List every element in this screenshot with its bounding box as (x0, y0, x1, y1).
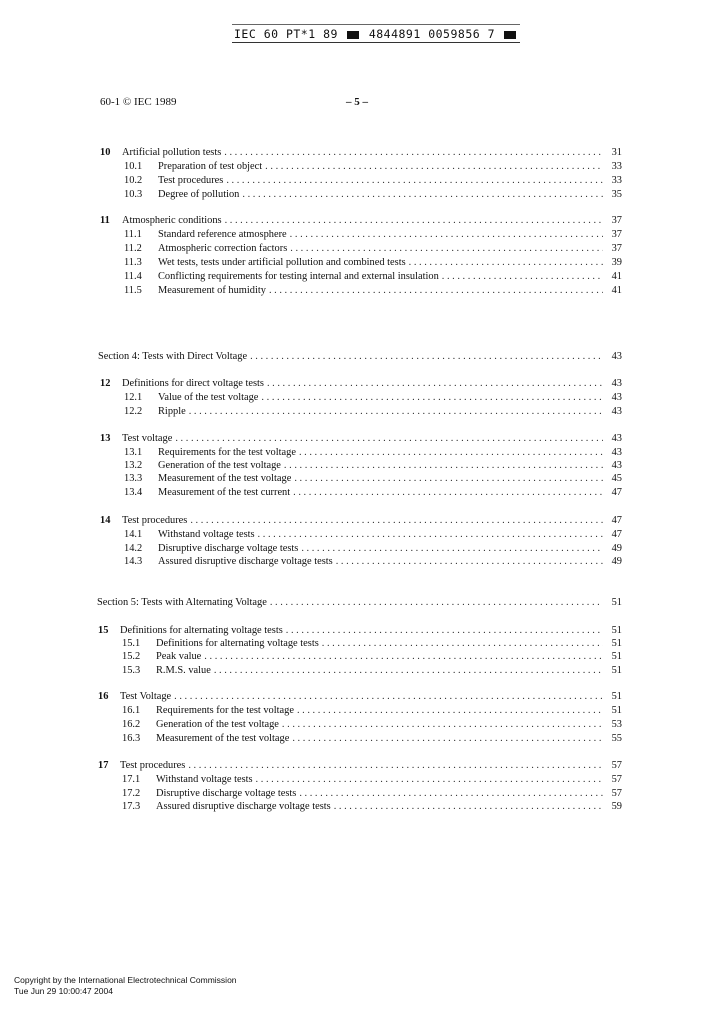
toc-page: 43 (611, 378, 622, 389)
toc-entry[interactable] (124, 486, 622, 499)
leader-dots (294, 472, 603, 485)
toc-title: Generation of the test voltage (156, 719, 279, 730)
toc-number: 13.2 (124, 460, 143, 471)
leader-dots (269, 284, 603, 297)
toc-number: 10.3 (124, 189, 143, 200)
toc-title: Definitions for direct voltage tests (122, 378, 264, 389)
toc-number: 13.4 (124, 487, 143, 498)
leader-dots (292, 732, 603, 745)
toc-entry[interactable] (122, 664, 622, 677)
document-code-number: 4844891 0059856 7 (368, 27, 496, 41)
toc-page: 51 (611, 638, 622, 649)
toc-page: 37 (611, 243, 622, 254)
toc-page: 51 (611, 651, 622, 662)
copyright-footer (14, 975, 237, 997)
toc-entry[interactable] (100, 214, 622, 227)
leader-dots (282, 718, 603, 731)
leader-dots (224, 146, 603, 159)
toc-page: 33 (611, 175, 622, 186)
toc-number: 11.4 (124, 271, 142, 282)
leader-dots (334, 800, 603, 813)
toc-entry[interactable] (124, 528, 622, 541)
toc-page: 33 (611, 161, 622, 172)
toc-page: 35 (611, 189, 622, 200)
toc-page: 51 (611, 665, 622, 676)
toc-title: Definitions for alternating voltage tests (120, 625, 283, 636)
leader-dots (442, 270, 603, 283)
toc-page: 43 (611, 392, 622, 403)
toc-title: Preparation of test object (158, 161, 263, 172)
toc-number: 12.2 (124, 406, 143, 417)
barcode-block-icon (504, 31, 516, 39)
toc-page: 51 (611, 625, 622, 636)
toc-number: 14.1 (124, 529, 143, 540)
leader-dots (336, 555, 603, 568)
toc-number: 10 (100, 147, 111, 158)
leader-dots (265, 160, 603, 173)
leader-dots (293, 486, 603, 499)
toc-number: 11.2 (124, 243, 142, 254)
toc-entry[interactable] (124, 446, 622, 459)
toc-page: 31 (611, 147, 622, 158)
leader-dots (297, 704, 603, 717)
toc-section-entry[interactable] (98, 350, 622, 363)
toc-number: 16.3 (122, 733, 141, 744)
toc-number: 17.2 (122, 788, 141, 799)
toc-entry[interactable] (124, 270, 622, 283)
toc-entry[interactable] (124, 256, 622, 269)
leader-dots (225, 214, 603, 227)
leader-dots (301, 542, 603, 555)
toc-page: 39 (611, 257, 622, 268)
toc-title: Wet tests, tests under artificial pollution and combined tests (158, 257, 406, 268)
leader-dots (188, 759, 603, 772)
toc-page: 53 (611, 719, 622, 730)
leader-dots (258, 528, 603, 541)
toc-title: Generation of the test voltage (158, 460, 281, 471)
toc-entry[interactable] (100, 514, 622, 527)
toc-number: 15.2 (122, 651, 141, 662)
toc-entry[interactable] (98, 759, 622, 772)
toc-number: 16.1 (122, 705, 141, 716)
document-code-header (232, 24, 520, 43)
toc-page: 43 (611, 351, 622, 362)
toc-title: Measurement of the test voltage (158, 473, 292, 484)
leader-dots (214, 664, 603, 677)
toc-page: 41 (611, 271, 622, 282)
toc-title: Withstand voltage tests (156, 774, 253, 785)
leader-dots (299, 446, 603, 459)
barcode-block-icon (347, 31, 359, 39)
toc-number: 17 (98, 760, 109, 771)
toc-title: Test procedures (122, 515, 188, 526)
toc-page: 49 (611, 543, 622, 554)
leader-dots (190, 514, 603, 527)
toc-title: Assured disruptive discharge voltage tests (158, 556, 333, 567)
toc-entry[interactable] (100, 432, 622, 445)
toc-page: 47 (611, 529, 622, 540)
toc-page: 41 (611, 285, 622, 296)
toc-number: 13.1 (124, 447, 143, 458)
leader-dots (290, 228, 603, 241)
toc-title: Disruptive discharge voltage tests (156, 788, 297, 799)
toc-entry[interactable] (98, 690, 622, 703)
toc-number: 17.3 (122, 801, 141, 812)
toc-section-entry[interactable] (97, 596, 622, 609)
toc-page: 43 (611, 406, 622, 417)
toc-number: 14.3 (124, 556, 143, 567)
toc-page: 59 (611, 801, 622, 812)
toc-entry[interactable] (122, 650, 622, 663)
toc-title: Section 5: Tests with Alternating Voltage (97, 597, 267, 608)
toc-number: 10.2 (124, 175, 143, 186)
leader-dots (174, 690, 603, 703)
toc-title: Standard reference atmosphere (158, 229, 287, 240)
toc-title: Definitions for alternating voltage tests (156, 638, 319, 649)
toc-page: 37 (611, 229, 622, 240)
toc-title: Disruptive discharge voltage tests (158, 543, 299, 554)
toc-title: Requirements for the test voltage (156, 705, 294, 716)
toc-entry[interactable] (124, 284, 622, 297)
toc-title: R.M.S. value (156, 665, 211, 676)
leader-dots (242, 188, 603, 201)
toc-page: 55 (611, 733, 622, 744)
toc-page: 51 (611, 597, 622, 608)
toc-page: 57 (611, 774, 622, 785)
toc-title: Test Voltage (120, 691, 172, 702)
toc-title: Atmospheric correction factors (158, 243, 288, 254)
leader-dots (250, 350, 603, 363)
toc-entry[interactable] (124, 160, 622, 173)
toc-number: 15.1 (122, 638, 141, 649)
toc-page: 51 (611, 705, 622, 716)
toc-entry[interactable] (124, 459, 622, 472)
toc-title: Degree of pollution (158, 189, 240, 200)
copyright-line: Copyright by the International Electrotechnical Commission (14, 975, 237, 985)
toc-number: 17.1 (122, 774, 141, 785)
toc-page: 43 (611, 447, 622, 458)
toc-title: Withstand voltage tests (158, 529, 255, 540)
toc-number: 16 (98, 691, 109, 702)
leader-dots (256, 773, 603, 786)
toc-page: 57 (611, 788, 622, 799)
toc-title: Section 4: Tests with Direct Voltage (98, 351, 248, 362)
toc-title: Ripple (158, 406, 186, 417)
standard-reference: 60-1 © IEC 1989 (100, 96, 177, 108)
leader-dots (261, 391, 603, 404)
page-number: – 5 – (346, 96, 368, 108)
toc-number: 15.3 (122, 665, 141, 676)
toc-entry[interactable] (122, 718, 622, 731)
toc-page: 37 (611, 215, 622, 226)
toc-entry[interactable] (124, 555, 622, 568)
toc-title: Peak value (156, 651, 202, 662)
toc-entry[interactable] (124, 242, 622, 255)
leader-dots (409, 256, 603, 269)
toc-number: 16.2 (122, 719, 141, 730)
leader-dots (284, 459, 603, 472)
toc-entry[interactable] (98, 624, 622, 637)
leader-dots (290, 242, 603, 255)
toc-number: 12.1 (124, 392, 143, 403)
leader-dots (286, 624, 603, 637)
toc-page: 49 (611, 556, 622, 567)
toc-page: 47 (611, 487, 622, 498)
toc-entry[interactable] (100, 377, 622, 390)
leader-dots (322, 637, 603, 650)
toc-number: 14.2 (124, 543, 143, 554)
toc-page: 43 (611, 433, 622, 444)
toc-page: 43 (611, 460, 622, 471)
toc-entry[interactable] (122, 787, 622, 800)
toc-title: Conflicting requirements for testing internal and external insulation (158, 271, 439, 282)
leader-dots (189, 405, 603, 418)
toc-entry[interactable] (124, 405, 622, 418)
leader-dots (204, 650, 603, 663)
toc-entry[interactable] (122, 732, 622, 745)
toc-number: 13 (100, 433, 111, 444)
toc-entry[interactable] (124, 174, 622, 187)
toc-number: 11.3 (124, 257, 142, 268)
toc-page: 45 (611, 473, 622, 484)
toc-number: 15 (98, 625, 109, 636)
toc-entry[interactable] (124, 188, 622, 201)
toc-number: 13.3 (124, 473, 143, 484)
toc-title: Atmospheric conditions (122, 215, 222, 226)
leader-dots (299, 787, 603, 800)
toc-number: 12 (100, 378, 111, 389)
toc-title: Test procedures (120, 760, 186, 771)
toc-title: Assured disruptive discharge voltage tests (156, 801, 331, 812)
print-timestamp: Tue Jun 29 10:00:47 2004 (14, 986, 113, 996)
toc-entry[interactable] (100, 146, 622, 159)
toc-number: 11.5 (124, 285, 142, 296)
toc-entry[interactable] (122, 637, 622, 650)
toc-title: Measurement of the test voltage (156, 733, 290, 744)
leader-dots (226, 174, 603, 187)
toc-title: Artificial pollution tests (122, 147, 222, 158)
toc-number: 10.1 (124, 161, 143, 172)
toc-entry[interactable] (122, 800, 622, 813)
toc-number: 14 (100, 515, 111, 526)
toc-entry[interactable] (122, 773, 622, 786)
toc-title: Value of the test voltage (158, 392, 259, 403)
toc-title: Test procedures (158, 175, 224, 186)
toc-entry[interactable] (124, 472, 622, 485)
toc-page: 51 (611, 691, 622, 702)
toc-page: 47 (611, 515, 622, 526)
toc-entry[interactable] (122, 704, 622, 717)
toc-number: 11.1 (124, 229, 142, 240)
toc-entry[interactable] (124, 391, 622, 404)
toc-title: Requirements for the test voltage (158, 447, 296, 458)
leader-dots (267, 377, 603, 390)
toc-entry[interactable] (124, 228, 622, 241)
toc-title: Measurement of humidity (158, 285, 266, 296)
leader-dots (270, 596, 603, 609)
toc-title: Test voltage (122, 433, 173, 444)
document-code-left: IEC 60 PT*1 89 (234, 27, 338, 41)
toc-page: 57 (611, 760, 622, 771)
toc-number: 11 (100, 215, 110, 226)
toc-title: Measurement of the test current (158, 487, 291, 498)
leader-dots (175, 432, 603, 445)
toc-entry[interactable] (124, 542, 622, 555)
